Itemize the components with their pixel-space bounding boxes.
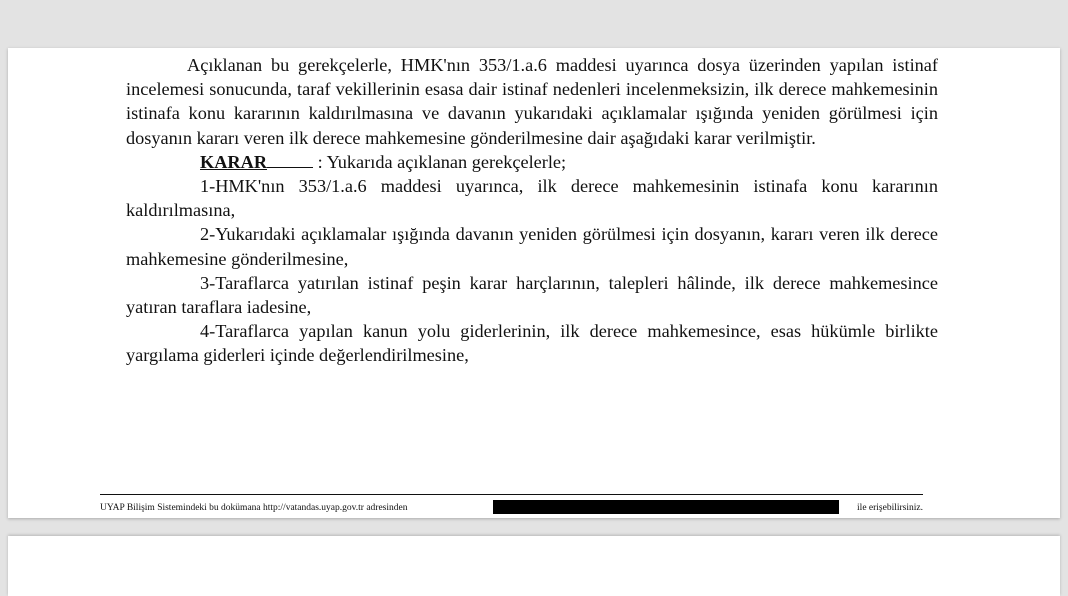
karar-paragraph <box>126 150 938 174</box>
decision-item-3: 3-Taraflarca yatırılan istinaf peşin karar harçlarının, talepleri hâlinde, ilk derece mahkemesince yatıran taraflara iadesine, <box>126 272 938 318</box>
next-page <box>8 536 1060 596</box>
footer-right-text: ile erişebilirsiniz. <box>857 503 923 513</box>
intro-paragraph: Açıklanan bu gerekçelerle, HMK'nın 353/1.a.6 maddesi uyarınca dosya üzerinden yapılan istinaf incelemesi sonucunda, taraf vekillerinin esasa dair istinaf nedenleri incelenmeksizin, ilk derece mahkemesinin istinafa konu kararının kaldırılmasına ve davanın yukarıdaki açıklamalar ışığında yeniden görülmesi için dosyanın kararı veren ilk derece mahkemesine gönderilmesine dair aşağıdaki karar verilmiştir. <box>126 55 938 148</box>
document-body <box>126 53 938 368</box>
decision-item-1: 1-HMK'nın 353/1.a.6 maddesi uyarınca, ilk derece mahkemesinin istinafa konu kararının kaldırılmasına, <box>126 176 938 221</box>
footer-divider <box>100 494 923 495</box>
footer-left-text: UYAP Bilişim Sistemindeki bu dokümana http://vatandas.uyap.gov.tr adresinden <box>100 503 408 513</box>
decision-item-2: 2-Yukarıdaki açıklamalar ışığında davanın yeniden görülmesi için dosyanın, kararı veren ilk derece mahkemesine gönderilmesine, <box>126 224 938 269</box>
redaction-bar <box>493 500 839 514</box>
karar-text: : Yukarıda açıklanan gerekçelerle; <box>317 151 567 172</box>
karar-heading: KARAR <box>200 152 313 172</box>
page-footer <box>100 500 923 514</box>
decision-item-4: 4-Taraflarca yapılan kanun yolu giderlerinin, ilk derece mahkemesince, esas hükümle birlikte yargılama giderleri içinde değerlendirilmesine, <box>126 321 938 366</box>
